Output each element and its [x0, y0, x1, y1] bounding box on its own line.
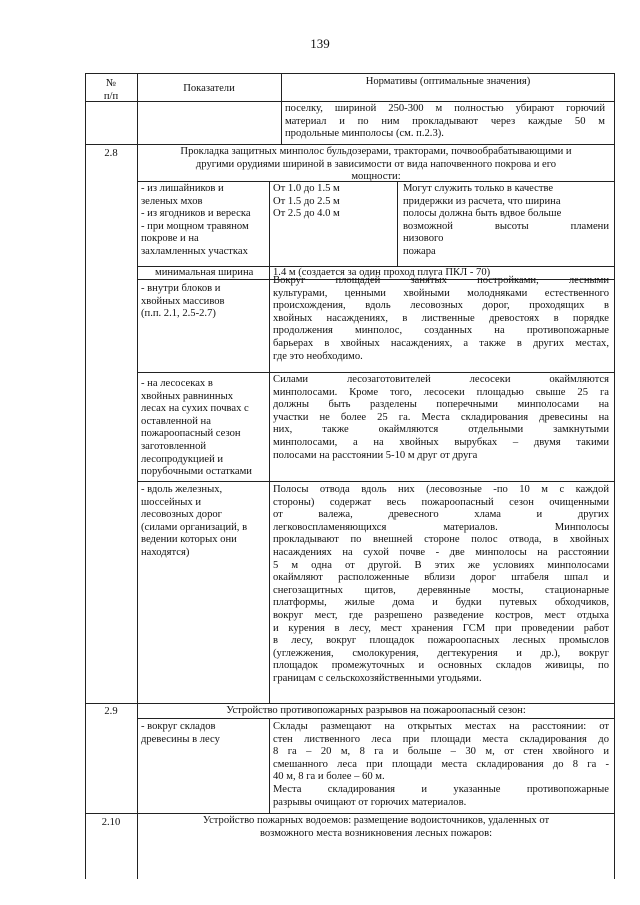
row-text: Силами лесозаготовителей лесосеки окаймляются минполосами. Кроме того, лесосеки площадью свыше 25 га должны быть разделены поперечными минполосами на участки не более 25 га. Места складирования древесины на них, также окаймляются отдельными замкнутыми минполосами, а на хвойных вырубках – двумя такими полосами на расстоянии 5-10 м друг от друга [273, 374, 609, 461]
row-text: Склады размещают на открытых местах на расстоянии: от стен лиственного леса при площади места складирования до 8 га – 20 м, 8 га и больше – 30 м, от стен хвойного и смешанного леса при площади места складирования до 8 га - 40 м, 8 га и более – 60 м. Места складирования и указанные противопожарные разрывы очищают от горючих материалов. [273, 721, 609, 808]
row-rule [85, 813, 615, 814]
column-rule [281, 73, 282, 144]
row-rule [137, 718, 615, 719]
section-title: Устройство пожарных водоемов: размещение водоисточников, удаленных от возможного места возникновения лесных пожаров: [202, 815, 550, 839]
section-title: Устройство противопожарных разрывов на пожароопасный сезон: [226, 705, 526, 716]
width-note: Могут служить только в качестве придержки из расчета, что ширина полосы должна быть вдвое больше возможной высоты пламени низового пожара [403, 183, 609, 257]
section-number: 2.8 [104, 148, 118, 159]
section-number: 2.9 [104, 706, 118, 717]
row-rule [137, 481, 615, 482]
row-label: - на лесосеках в хвойных равнинных лесах на сухих почвах с оставленной на пожароопасный сезон заготовленной лесопродукцией и порубочными остатками [141, 378, 252, 478]
header-bottom-rule [85, 101, 615, 102]
header-indicators: Показатели [183, 83, 235, 94]
row-label: - вдоль железных, шоссейных и лесовозных дорог (силами организаций, в ведении которых они находятся) [141, 484, 248, 558]
row-text: Полосы отвода вдоль них (лесовозные -по 10 м с каждой стороны) содержат весь пожароопасный сезон очищенными от валежа, древесного хлама и других легковоспламеняющихся материалов. Минполосы прокладывают по внешней стороне полос отвода, в хвойных насаждениях на сухой почве - две минполосы на расстоянии 5 м одна от другой. В этих же условиях минполосами окаймляют расположенные вблизи дорог штабеля шпал и снегозащитных щитов, деревянные мосты, стационарные платформы, жилые дома и будки путевых обходчиков, вокруг мест, где разрешено разведение костров, мест отдыха и курения в лесу, мест хранения ГСМ при проведении работ в лесу, вокруг площадок пожароопасных лесных промыслов (углежжения, смолокурения, дегтекурения и др.), вокруг площадок промежуточных и основных складов живицы, по границам с сельскохозяйственными угодьями. [273, 484, 609, 684]
row-rule [85, 703, 615, 704]
row-text: Вокруг площадей занятых постройками, лесными культурами, ценными хвойными молодняками естественного происхождения, вдоль лесовозных дорог, проходящих в хвойных насаждениях, в лиственные древостоях в порядке продолжения минполос, созданных на противопожарные барьерах в хвойных насаждениях, а также в других местах, где это необходимо. [273, 275, 609, 362]
row-rule [85, 144, 615, 145]
header-number: № п/п [103, 78, 119, 102]
header-norms: Нормативы (оптимальные значения) [365, 76, 531, 87]
row-rule [137, 372, 615, 373]
page-number: 139 [310, 36, 330, 51]
width-values: От 1.0 до 1.5 м От 1.5 до 2.5 м От 2.5 до 4.0 м [273, 183, 340, 220]
row-label: - внутри блоков и хвойных массивов (п.п. 2.1, 2.5-2.7) [141, 283, 225, 320]
row-value: 1.4 м (создается за один проход плуга ПКЛ - 70) [273, 267, 491, 278]
table-border-right [614, 73, 615, 879]
section-number: 2.10 [101, 817, 121, 828]
norms-table [85, 73, 615, 879]
row-label: минимальная ширина [155, 267, 254, 278]
table-border-top [85, 73, 615, 74]
column-rule [397, 181, 398, 266]
section-title: Прокладка защитных минполос бульдозерами, тракторами, почвообрабатывающими и другими орудиями шириной в зависимости от вида напочвенного покрова и его мощности: [180, 146, 572, 183]
continuation-text: поселку, шириной 250-300 м полностью убирают горючий материал и по ним прокладывают через каждые 50 м продольные минполосы (см. п.2.3). [285, 103, 605, 140]
column-rule [269, 718, 270, 813]
column-rule [269, 181, 270, 703]
row-label: - из лишайников и зеленых мхов - из ягодников и вереска - при мощном травяном покрове и на захламленных участках [141, 183, 251, 257]
table-border-left [85, 73, 86, 879]
column-rule [137, 73, 138, 879]
row-label: - вокруг складов древесины в лесу [141, 721, 220, 745]
